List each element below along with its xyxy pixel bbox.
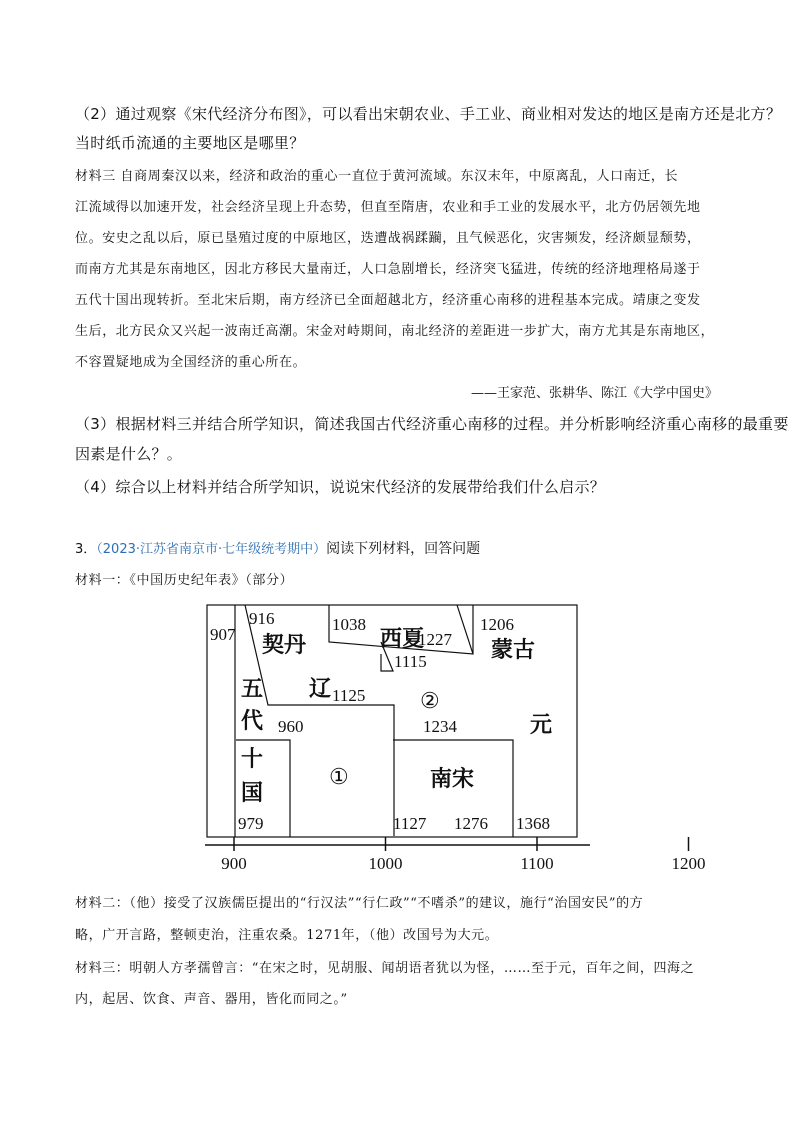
material1-title: 材料一：《中国历史纪年表》（部分） (75, 573, 294, 588)
year-label: 1234 (423, 717, 457, 736)
regime-label-wu: 五 (241, 676, 264, 701)
q2-line1: （2）通过观察《宋代经济分布图》，可以看出宋朝农业、手工业、商业相对发达的地区是南方还是北方？ (75, 105, 782, 123)
axis-ticks (234, 837, 794, 851)
year-label: 1227 (418, 630, 452, 649)
regime-label-guo: 国 (241, 780, 264, 805)
material3-source: ——王家范、张耕华、陈江《大学中国史》 (470, 386, 718, 401)
material2-line1: 材料二：（他）接受了汉族儒臣提出的“行汉法”“行仁政”“不嗜杀”的建议，施行“治国安民”的方 (75, 896, 644, 911)
regime-label-liao: 辽 (309, 676, 332, 701)
chronology-chart (205, 604, 706, 879)
material3b-line1: 材料三：明朝人方孝孺曾言：“在宋之时，见胡服、闻胡语者犹以为怪，……至于元，百年之间，四海之 (75, 961, 695, 976)
material3-line: 生后，北方民众又兴起一波南迁高潮。宋金对峙期间，南北经济的差距进一步扩大，南方尤其是东南地区， (75, 324, 715, 339)
axis-tick-label: 1000 (368, 854, 403, 873)
regime-label-shi: 十 (241, 746, 264, 771)
material3-line: 五代十国出现转折。至北宋后期，南方经济已全面超越北方，经济重心南移的进程基本完成。靖康之变发 (75, 293, 701, 308)
year-label: 1276 (454, 814, 488, 833)
material3-line: 不容置疑地成为全国经济的重心所在。 (75, 355, 307, 370)
axis-tick-label: 1200 (671, 854, 706, 873)
q4-question: （4）综合以上材料并结合所学知识，说说宋代经济的发展带给我们什么启示？ (75, 478, 606, 496)
material3-line: 位。安史之乱以后，原已垦殖过度的中原地区，迭遭战祸蹂躏，且气候恶化，灾害频发，经济颇显颓势， (75, 231, 701, 246)
regime-label-menggu: 蒙古 (491, 637, 536, 662)
year-label: 1038 (332, 615, 366, 634)
year-label: 1368 (516, 814, 550, 833)
item3-number: 3． (75, 542, 97, 557)
regime-label-qidan: 契丹 (262, 632, 307, 657)
regime-label-circle1: ① (329, 764, 349, 789)
year-label: 979 (238, 814, 264, 833)
q3-line2: 因素是什么？。 (75, 445, 183, 463)
q3-line1: （3）根据材料三并结合所学知识，简述我国古代经济重心南移的过程。并分析影响经济重心南移的最重要 (75, 415, 789, 433)
material2-line2: 略，广开言路，整顿吏治，注重农桑。1271年，（他）改国号为大元。 (75, 928, 499, 943)
material3-line: 而南方尤其是东南地区，因北方移民大量南迁，人口急剧增长，经济突飞猛进，传统的经济地理格局遂于 (75, 262, 701, 277)
year-label: 907 (210, 625, 236, 644)
year-label: 960 (278, 717, 304, 736)
material3b-line2: 内，起居、饮食、声音、器用，皆化而同之。” (75, 992, 348, 1007)
year-label: 1125 (332, 686, 366, 705)
item3-header (75, 538, 480, 558)
regime-label-circle2: ② (420, 688, 440, 713)
regime-label-xixia: 西夏 (380, 626, 425, 651)
axis-tick-labels (221, 854, 794, 873)
axis-tick-label: 1100 (520, 854, 554, 873)
axis-tick-label: 900 (221, 854, 247, 873)
year-label: 1206 (480, 615, 514, 634)
year-label: 1115 (394, 652, 427, 671)
item3-prompt: 阅读下列材料，回答问题 (326, 541, 481, 557)
year-label: 916 (249, 609, 275, 628)
year-label: 1127 (393, 814, 427, 833)
material3-line: 材料三 自商周秦汉以来，经济和政治的重心一直位于黄河流域。东汉末年，中原离乱，人口南迁，长 (75, 169, 679, 184)
item3-source-tag: （2023·江苏省南京市·七年级统考期中） (96, 542, 327, 557)
q2-line2: 当时纸币流通的主要地区是哪里？ (75, 134, 305, 152)
material3-line: 江流域得以加速开发，社会经济呈现上升态势，但直至隋唐，农业和手工业的发展水平，北方仍居领先地 (75, 200, 701, 215)
regime-label-yuan: 元 (530, 712, 553, 737)
regime-label-nansong: 南宋 (430, 766, 475, 791)
regime-label-dai: 代 (241, 708, 264, 733)
